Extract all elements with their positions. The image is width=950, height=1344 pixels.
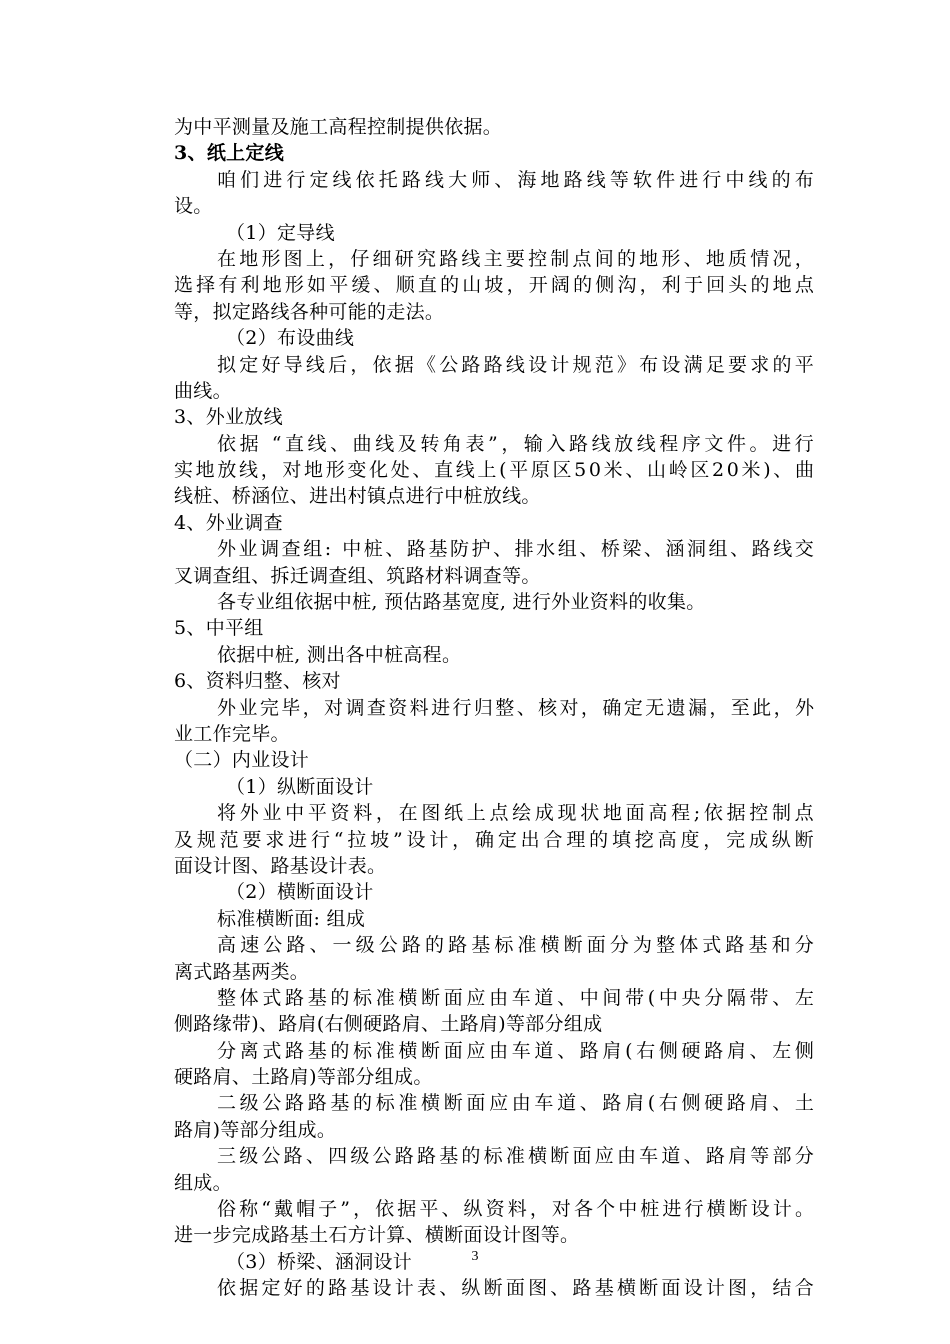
- text-line: 业工作完毕。: [174, 722, 290, 745]
- text-line: 拟 定 好 导 线 后 ， 依 据 《 公 路 路 线 设 计 规 范 》 布 设 满 足 要 求 的 平: [217, 353, 814, 376]
- text-line: 侧路缘带)、路肩(右侧硬路肩、土路肩)等部分组成: [174, 1013, 603, 1036]
- text-line: 曲线。: [174, 379, 232, 402]
- text-line: 依 据 定 好 的 路 基 设 计 表 、 纵 断 面 图 、 路 基 横 断 面 设 计 图 ， 结 合: [217, 1277, 814, 1300]
- section-heading: 3、纸上定线: [174, 142, 285, 165]
- text-line: 俗 称 “ 戴 帽 子 ” ， 依 据 平 、 纵 资 料 ， 对 各 个 中 桩 进 行 横 断 设 计 。: [217, 1198, 814, 1221]
- text-line: 高 速 公 路 、 一 级 公 路 的 路 基 标 准 横 断 面 分 为 整 体 式 路 基 和 分: [217, 934, 814, 957]
- text-line: 三 级 公 路 、 四 级 公 路 路 基 的 标 准 横 断 面 应 由 车 道 、 路 肩 等 部 分: [217, 1145, 814, 1168]
- text-line: （2）布设曲线: [226, 327, 355, 350]
- text-line: （3）桥梁、涵洞设计: [226, 1250, 413, 1273]
- text-line: 外 业 完 毕 ， 对 调 查 资 料 进 行 归 整 、 核 对 ， 确 定 无 遗 漏 ， 至 此 ， 外: [217, 696, 814, 719]
- text-line: 3、外业放线: [174, 406, 283, 429]
- text-line: 离式路基两类。: [174, 960, 310, 983]
- text-line: 选 择 有 利 地 形 如 平 缓 、 顺 直 的 山 坡 ， 开 阔 的 侧 沟 ， 利 于 回 头 的 地 点: [174, 274, 814, 297]
- text-line: （1）定导线: [226, 221, 335, 244]
- text-line: 二 级 公 路 路 基 的 标 准 横 断 面 应 由 车 道 、 路 肩 ( 右 侧 硬 路 肩 、 土: [217, 1092, 814, 1115]
- text-line: 线桩、桥涵位、进出村镇点进行中桩放线。: [174, 485, 541, 508]
- text-line: 依据中桩, 测出各中桩高程。: [217, 643, 462, 666]
- text-line: 将 外 业 中 平 资 料 ， 在 图 纸 上 点 绘 成 现 状 地 面 高 程 ; 依 据 控 制 点: [217, 802, 814, 825]
- text-line: 组成。: [174, 1171, 232, 1194]
- text-line: 路肩)等部分组成。: [174, 1118, 337, 1141]
- text-line: 硬路肩、土路肩)等部分组成。: [174, 1066, 433, 1089]
- text-line: 5、中平组: [174, 617, 264, 640]
- text-line: 6、资料归整、核对: [174, 670, 341, 693]
- text-line: 为中平测量及施工高程控制提供依据。: [174, 116, 503, 138]
- text-line: 等，拟定路线各种可能的走法。: [174, 300, 445, 323]
- text-line: 整 体 式 路 基 的 标 准 横 断 面 应 由 车 道 、 中 间 带 ( 中 央 分 隔 带 、 左: [217, 986, 814, 1009]
- text-line: 咱 们 进 行 定 线 依 托 路 线 大 师 、 海 地 路 线 等 软 件 进 行 中 线 的 布: [217, 168, 814, 191]
- text-line: 实 地 放 线 ， 对 地 形 变 化 处 、 直 线 上 ( 平 原 区 5 0 米 、 山 岭 区 2 0 米 ) 、 曲: [174, 459, 814, 482]
- text-line: （二）内业设计: [174, 749, 310, 772]
- text-line: 及 规 范 要 求 进 行 “ 拉 坡 ” 设 计 ， 确 定 出 合 理 的 填 挖 高 度 ， 完 成 纵 断: [174, 828, 814, 851]
- text-line: 分 离 式 路 基 的 标 准 横 断 面 应 由 车 道 、 路 肩 ( 右 侧 硬 路 肩 、 左 侧: [217, 1039, 814, 1062]
- text-line: 在 地 形 图 上 ， 仔 细 研 究 路 线 主 要 控 制 点 间 的 地 形 、 地 质 情 况 ，: [217, 247, 814, 270]
- text-line: 叉调查组、拆迁调查组、筑路材料调查等。: [174, 564, 541, 587]
- text-line: 依 据 “ 直 线 、 曲 线 及 转 角 表 ” ， 输 入 路 线 放 线 程 序 文 件 。 进 行: [217, 432, 814, 455]
- text-line: 4、外业调查: [174, 511, 283, 534]
- text-line: （1）纵断面设计: [226, 775, 374, 798]
- text-line: 各专业组依据中桩, 预估路基宽度, 进行外业资料的收集。: [217, 591, 706, 614]
- text-line: 标准横断面: 组成: [217, 907, 366, 930]
- text-line: 设。: [174, 195, 213, 218]
- page-number: 3: [471, 1249, 479, 1264]
- text-line: 外 业 调 查 组 : 中 桩 、 路 基 防 护 、 排 水 组 、 桥 梁 、 涵 洞 组 、 路 线 交: [217, 538, 814, 561]
- text-line: 进一步完成路基土石方计算、横断面设计图等。: [174, 1224, 580, 1247]
- page-body: [174, 114, 814, 1302]
- text-line: 面设计图、路基设计表。: [174, 854, 387, 877]
- text-line: （2）横断面设计: [226, 881, 374, 904]
